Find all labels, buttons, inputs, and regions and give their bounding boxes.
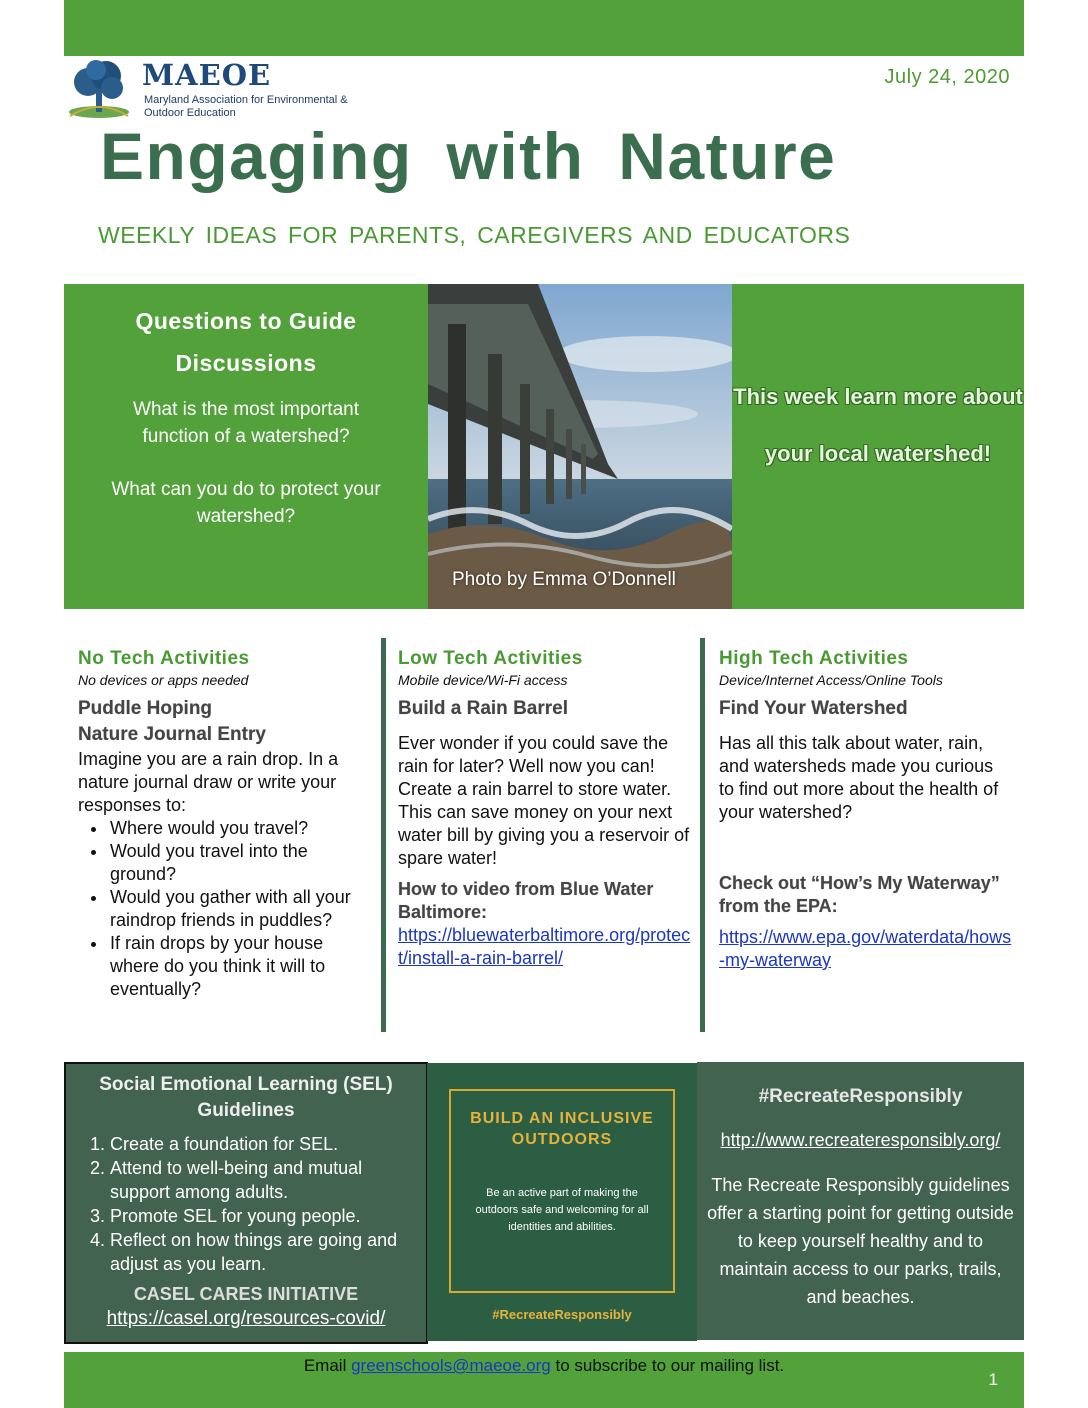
casel-initiative: CASEL CARES INITIATIVE — [133, 1284, 359, 1304]
list-item: 2. Attend to well-being and mutual support among adults. — [110, 1156, 426, 1204]
sel-title: Social Emotional Learning (SEL) Guidelines — [99, 1074, 393, 1121]
poster-headline: BUILD AN INCLUSIVE OUTDOORS — [470, 1110, 654, 1148]
activity-rain-barrel: Build a Rain Barrel — [398, 698, 568, 719]
raindrop-questions-list — [78, 817, 372, 1001]
footer-prefix: Email — [303, 1356, 347, 1375]
question-2: What can you do to protect your watershed? — [111, 479, 381, 527]
rain-barrel-video-label: How to video from Blue Water Baltimore: — [398, 879, 654, 922]
pier-photo — [428, 284, 732, 609]
activity-puddle-hoping: Puddle Hoping — [78, 698, 213, 719]
column-divider — [700, 638, 705, 1032]
recreate-responsibly-box — [697, 1062, 1024, 1340]
low-tech-body: Ever wonder if you could save the rain for later? Well now you can! Create a rain barrel to store water. This can save money on your next water bill by giving you a reservoir of spare water! — [398, 733, 690, 868]
list-item: • Where would you travel? — [108, 817, 372, 840]
sel-list — [66, 1132, 426, 1276]
list-item: • Would you gather with all your raindrop friends in puddles? — [108, 886, 372, 932]
column-divider — [381, 638, 386, 1032]
no-tech-column — [78, 648, 372, 1001]
rain-barrel-link[interactable]: https://bluewaterbaltimore.org/protect/install-a-rain-barrel/ — [398, 925, 691, 968]
questions-heading: Questions to Guide Discussions — [135, 308, 357, 376]
list-item: • If rain drops by your house where do you think it will to eventually? — [108, 932, 372, 1001]
watershed-callout: This week learn more about your local watershed! — [733, 384, 1023, 466]
poster-description: Be an active part of making the outdoors safe and welcoming for all identities and abilities. — [475, 1187, 649, 1233]
footer-suffix: to subscribe to our mailing list. — [555, 1356, 785, 1375]
activity-find-watershed: Find Your Watershed — [719, 698, 908, 719]
low-tech-column — [398, 648, 692, 970]
page-title: Engaging with Nature — [100, 119, 837, 193]
footer-message — [64, 1356, 1024, 1376]
no-tech-subheading: No devices or apps needed — [78, 672, 249, 688]
issue-date: July 24, 2020 — [884, 66, 1010, 88]
pier-photo-image — [428, 284, 732, 609]
question-1: What is the most important function of a watershed? — [133, 399, 359, 447]
list-item: 1. Create a foundation for SEL. — [110, 1132, 426, 1156]
maeoe-logo — [66, 58, 366, 122]
high-tech-heading: High Tech Activities — [719, 648, 909, 669]
tree-logo-icon — [66, 58, 132, 122]
high-tech-column — [719, 648, 1013, 972]
poster-hashtag: #RecreateResponsibly — [492, 1307, 632, 1322]
sel-guidelines-box — [64, 1062, 428, 1344]
waterway-link[interactable]: https://www.epa.gov/waterdata/hows-my-waterway — [719, 927, 1012, 970]
discussion-questions — [64, 284, 428, 609]
org-full-name: Maryland Association for Environmental & Outdoor Education — [144, 94, 348, 119]
list-item: 4. Reflect on how things are going and adjust as you learn. — [110, 1228, 426, 1276]
org-acronym: MAEOE — [142, 58, 272, 92]
hero-section — [64, 284, 1024, 609]
no-tech-heading: No Tech Activities — [78, 648, 250, 669]
high-tech-body: Has all this talk about water, rain, and watersheds made you curious to find out more about the health of your watershed? — [719, 733, 999, 822]
recreate-link[interactable]: http://www.recreateresponsibly.org/ — [720, 1130, 1001, 1150]
waterway-link-label: Check out “How’s My Waterway” from the EPA: — [719, 873, 1000, 916]
page-number: 1 — [988, 1370, 998, 1389]
inclusive-outdoors-poster — [427, 1063, 697, 1341]
list-item: • Would you travel into the ground? — [108, 840, 372, 886]
recreate-body: The Recreate Responsibly guidelines offer a starting point for getting outside to keep yourself healthy and to maintain access to our parks, trails, and beaches. — [707, 1175, 1014, 1307]
footer-bar — [64, 1352, 1024, 1408]
low-tech-subheading: Mobile device/Wi-Fi access — [398, 672, 568, 688]
photo-caption: Photo by Emma O’Donnell — [452, 569, 676, 590]
no-tech-body: Imagine you are a rain drop. In a nature journal draw or write your responses to: — [78, 749, 339, 815]
high-tech-subheading: Device/Internet Access/Online Tools — [719, 672, 943, 688]
activity-nature-journal: Nature Journal Entry — [78, 724, 266, 745]
page-subtitle: WEEKLY IDEAS FOR PARENTS, CAREGIVERS AND EDUCATORS — [98, 222, 851, 248]
email-link[interactable]: greenschools@maeoe.org — [351, 1356, 551, 1375]
top-banner — [64, 0, 1024, 56]
recreate-title: #RecreateResponsibly — [758, 1086, 963, 1107]
casel-link[interactable]: https://casel.org/resources-covid/ — [106, 1308, 386, 1329]
list-item: 3. Promote SEL for young people. — [110, 1204, 426, 1228]
low-tech-heading: Low Tech Activities — [398, 648, 583, 669]
